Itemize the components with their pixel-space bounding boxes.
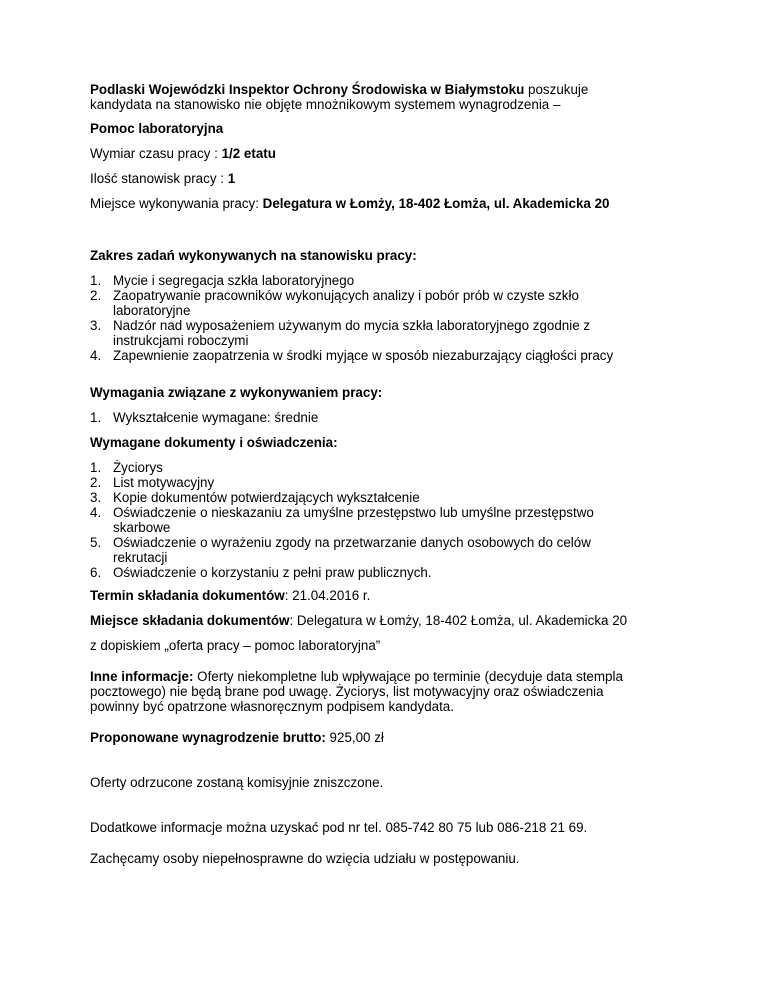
tasks-heading: Zakres zadań wykonywanych na stanowisku pracy: <box>90 248 417 263</box>
documents-heading: Wymagane dokumenty i oświadczenia: <box>90 435 338 450</box>
rejected-offers-note: Oferty odrzucone zostaną komisyjnie zniszczone. <box>90 775 384 790</box>
contact-info: Dodatkowe informacje można uzyskać pod nr tel. 085-742 80 75 lub 086-218 21 69. <box>90 820 588 835</box>
list-item: 6. Oświadczenie o korzystaniu z pełni praw publicznych. <box>90 565 432 580</box>
salary-label: Proponowane wynagrodzenie brutto: <box>90 730 326 745</box>
intro-paragraph <box>90 82 690 112</box>
deadline-value: : 21.04.2016 r. <box>284 588 371 603</box>
list-item: 1. Życiorys <box>90 460 163 475</box>
salary-value: 925,00 zł <box>325 730 384 745</box>
work-time-value: 1/2 etatu <box>221 146 276 161</box>
salary-line <box>90 730 690 745</box>
job-posting-document <box>90 82 690 866</box>
encouragement-note: Zachęcamy osoby niepełnosprawne do wzięcia udziału w postępowaniu. <box>90 851 520 866</box>
position-title: Pomoc laboratoryjna <box>90 121 224 136</box>
other-info-label: Inne informacje: <box>90 669 194 684</box>
positions-count-label: Ilość stanowisk pracy : <box>90 171 228 186</box>
list-item: 5. Oświadczenie o wyrażeniu zgody na przetwarzanie danych osobowych do celów rekrutacji <box>90 535 591 565</box>
workplace-line <box>90 196 690 211</box>
list-item: 1. Wykształcenie wymagane: średnie <box>90 410 319 425</box>
work-time-line <box>90 146 690 161</box>
list-item: 2. Zaopatrywanie pracowników wykonujących analizy i pobór prób w czyste szkło laboratoryjne <box>90 288 579 318</box>
list-item: 4. Zapewnienie zaopatrzenia w środki myjące w sposób niezaburzający ciągłości pracy <box>90 348 614 363</box>
submission-place-line <box>90 613 690 628</box>
deadline-line <box>90 588 690 603</box>
intro-line2: kandydata na stanowisko nie objęte mnożnikowym systemem wynagrodzenia – <box>90 97 561 112</box>
list-item: 2. List motywacyjny <box>90 475 215 490</box>
positions-count-value: 1 <box>227 171 236 186</box>
deadline-label: Termin składania dokumentów <box>90 588 285 603</box>
workplace-label: Miejsce wykonywania pracy: <box>90 196 263 211</box>
list-item: 4. Oświadczenie o nieskazaniu za umyślne przestępstwo lub umyślne przestępstwo skarbowe <box>90 505 594 535</box>
requirements-list <box>90 410 690 425</box>
documents-list <box>90 460 690 580</box>
tasks-list <box>90 273 690 363</box>
submission-place-value: : Delegatura w Łomży, 18-402 Łomża, ul. Akademicka 20 <box>289 613 628 628</box>
positions-count-line <box>90 171 690 186</box>
organization-name: Podlaski Wojewódzki Inspektor Ochrony Środowiska w Białymstoku <box>90 82 525 97</box>
other-info-paragraph: Inne informacje: Oferty niekompletne lub wpływające po terminie (decyduje data stempla pocztowego) nie będą brane pod uwagę. Życiorys, list motywacyjny oraz oświadczenia powinny być opatrzone własnoręcznym podpisem kandydata. <box>90 669 623 714</box>
requirements-heading: Wymagania związane z wykonywaniem pracy: <box>90 385 383 400</box>
intro-line1-rest: poszukuje <box>524 82 589 97</box>
work-time-label: Wymiar czasu pracy : <box>90 146 222 161</box>
list-item: 3. Nadzór nad wyposażeniem używanym do mycia szkła laboratoryjnego zgodnie z instrukcjami roboczymi <box>90 318 591 348</box>
list-item: 1. Mycie i segregacja szkła laboratoryjnego <box>90 273 355 288</box>
workplace-value: Delegatura w Łomży, 18-402 Łomża, ul. Akademicka 20 <box>262 196 610 211</box>
annotation-note: z dopiskiem „oferta pracy – pomoc laboratoryjna” <box>90 638 381 653</box>
submission-place-label: Miejsce składania dokumentów <box>90 613 290 628</box>
list-item: 3. Kopie dokumentów potwierdzających wykształcenie <box>90 490 420 505</box>
